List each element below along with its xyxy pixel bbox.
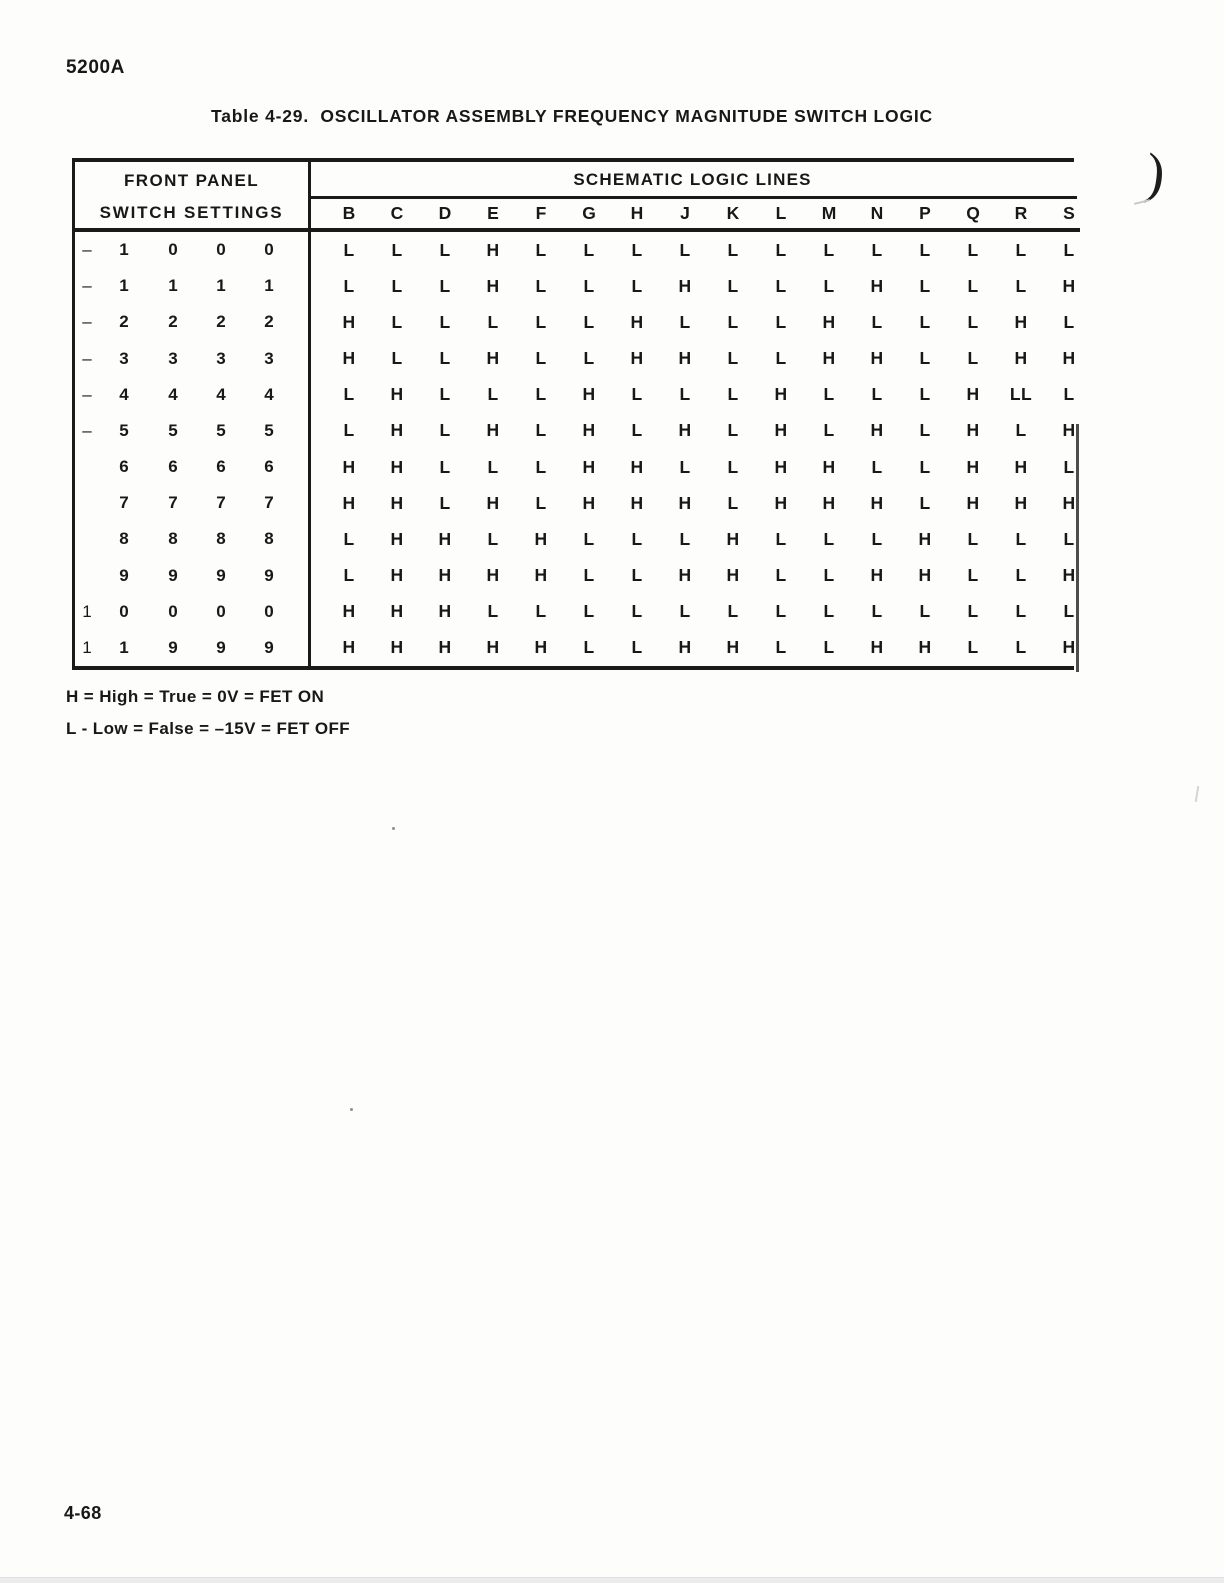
logic-value-cell: L xyxy=(583,239,595,260)
logic-value-cell: H xyxy=(486,275,500,296)
logic-value-cell: L xyxy=(679,311,691,332)
logic-value-cell: L xyxy=(823,275,835,296)
switch-setting-cell: 9 xyxy=(119,565,129,585)
switch-setting-cell: 1 xyxy=(168,276,178,296)
logic-value-cell: H xyxy=(390,565,404,586)
logic-value-cell: L xyxy=(871,601,883,622)
logic-value-cell: H xyxy=(966,420,980,441)
logic-value-cell: H xyxy=(678,348,692,369)
switch-setting-cell: 0 xyxy=(168,601,178,621)
logic-value-cell: L xyxy=(1063,456,1075,477)
switch-setting-cell: 1 xyxy=(216,276,226,296)
switch-setting-cell: 2 xyxy=(119,312,129,332)
logic-value-cell: L xyxy=(583,565,595,586)
logic-value-cell: L xyxy=(727,384,739,405)
logic-value-cell: L xyxy=(919,239,931,260)
logic-value-cell: L xyxy=(967,601,979,622)
logic-value-cell: L xyxy=(919,456,931,477)
logic-value-cell: L xyxy=(1063,311,1075,332)
logic-value-cell: H xyxy=(678,637,692,658)
switch-setting-cell: 2 xyxy=(264,312,274,332)
switch-setting-cell: 1 xyxy=(82,637,92,657)
table-row xyxy=(75,521,1074,557)
partial-right-border xyxy=(1076,424,1079,672)
switch-setting-cell: 7 xyxy=(168,493,178,513)
logic-column-header: M xyxy=(821,202,837,223)
logic-value-cell: H xyxy=(534,637,548,658)
logic-value-cell: H xyxy=(1014,311,1028,332)
switch-setting-cell: 7 xyxy=(264,493,274,513)
logic-value-cell: H xyxy=(438,601,452,622)
switch-setting-cell: 9 xyxy=(168,565,178,585)
switch-setting-cell: 5 xyxy=(264,420,274,440)
table-row xyxy=(75,268,1074,304)
logic-value-cell: H xyxy=(342,492,356,513)
logic-value-cell: L xyxy=(1015,420,1027,441)
logic-value-cell: L xyxy=(775,528,787,549)
logic-value-cell: L xyxy=(631,420,643,441)
logic-value-cell: L xyxy=(679,528,691,549)
switch-setting-cell: – xyxy=(82,276,92,296)
switch-setting-cell: 0 xyxy=(264,601,274,621)
logic-column-header: P xyxy=(919,202,931,223)
switch-setting-cell: 8 xyxy=(119,529,129,549)
logic-value-cell: H xyxy=(342,637,356,658)
logic-value-cell: L xyxy=(631,637,643,658)
logic-value-cell: H xyxy=(1062,565,1076,586)
switch-setting-cell: 2 xyxy=(168,312,178,332)
logic-value-cell: L xyxy=(535,275,547,296)
switch-setting-cell: 4 xyxy=(119,384,129,404)
logic-value-cell: H xyxy=(870,492,884,513)
logic-value-cell: L xyxy=(1015,239,1027,260)
logic-column-header: R xyxy=(1014,202,1028,223)
logic-column-header: B xyxy=(342,202,356,223)
logic-value-cell: H xyxy=(822,311,836,332)
logic-value-cell: H xyxy=(486,239,500,260)
logic-value-cell: L xyxy=(1063,528,1075,549)
switch-setting-cell: 0 xyxy=(168,240,178,260)
logic-value-cell: H xyxy=(822,348,836,369)
logic-value-cell: L xyxy=(1015,637,1027,658)
switch-setting-cell: 9 xyxy=(168,637,178,657)
logic-value-cell: H xyxy=(726,528,740,549)
logic-value-cell: H xyxy=(1014,456,1028,477)
table-row xyxy=(75,413,1074,449)
logic-column-header: D xyxy=(438,202,452,223)
logic-value-cell: L xyxy=(727,601,739,622)
table-row xyxy=(75,377,1074,413)
logic-value-cell: L xyxy=(583,601,595,622)
logic-value-cell: L xyxy=(583,275,595,296)
logic-value-cell: L xyxy=(535,420,547,441)
switch-setting-cell: 0 xyxy=(119,601,129,621)
table-body xyxy=(75,232,1074,666)
logic-value-cell: L xyxy=(439,420,451,441)
logic-value-cell: L xyxy=(775,275,787,296)
switch-setting-cell: – xyxy=(82,384,92,404)
logic-value-cell: H xyxy=(726,637,740,658)
front-panel-header-line2: SWITCH SETTINGS xyxy=(99,203,284,222)
switch-setting-cell: 1 xyxy=(264,276,274,296)
logic-value-cell: H xyxy=(966,384,980,405)
logic-value-cell: H xyxy=(390,528,404,549)
logic-value-cell: H xyxy=(630,348,644,369)
switch-setting-cell: 8 xyxy=(264,529,274,549)
switch-setting-cell: 8 xyxy=(168,529,178,549)
logic-value-cell: H xyxy=(678,565,692,586)
switch-setting-cell: 4 xyxy=(168,384,178,404)
logic-value-cell: L xyxy=(535,348,547,369)
logic-value-cell: L xyxy=(631,239,643,260)
switch-setting-cell: 3 xyxy=(264,348,274,368)
switch-setting-cell: 5 xyxy=(168,420,178,440)
logic-value-cell: H xyxy=(582,420,596,441)
logic-value-cell: L xyxy=(823,528,835,549)
logic-value-cell: L xyxy=(535,384,547,405)
logic-value-cell: H xyxy=(870,420,884,441)
logic-value-cell: H xyxy=(774,420,788,441)
header-divider-line xyxy=(311,196,1077,199)
logic-value-cell: L xyxy=(1063,601,1075,622)
logic-value-cell: L xyxy=(967,348,979,369)
logic-value-cell: L xyxy=(535,601,547,622)
logic-value-cell: L xyxy=(487,601,499,622)
switch-setting-cell: 9 xyxy=(216,637,226,657)
switch-setting-cell: 3 xyxy=(168,348,178,368)
logic-value-cell: L xyxy=(679,384,691,405)
logic-value-cell: H xyxy=(342,348,356,369)
logic-value-cell: H xyxy=(438,528,452,549)
logic-value-cell: H xyxy=(966,492,980,513)
logic-table xyxy=(72,158,1074,670)
logic-value-cell: H xyxy=(486,637,500,658)
logic-value-cell: H xyxy=(630,492,644,513)
logic-value-cell: H xyxy=(678,275,692,296)
logic-value-cell: L xyxy=(439,311,451,332)
logic-value-cell: L xyxy=(391,311,403,332)
logic-value-cell: H xyxy=(438,637,452,658)
logic-value-cell: L xyxy=(487,311,499,332)
logic-value-cell: L xyxy=(727,348,739,369)
switch-setting-cell: 3 xyxy=(216,348,226,368)
switch-setting-cell: – xyxy=(82,420,92,440)
logic-value-cell: H xyxy=(774,456,788,477)
logic-value-cell: H xyxy=(486,420,500,441)
logic-value-cell: L xyxy=(727,420,739,441)
logic-value-cell: H xyxy=(1014,348,1028,369)
logic-value-cell: L xyxy=(487,528,499,549)
logic-value-cell: H xyxy=(870,565,884,586)
switch-setting-cell: 0 xyxy=(216,240,226,260)
logic-value-cell: H xyxy=(438,565,452,586)
switch-setting-cell: 8 xyxy=(216,529,226,549)
logic-value-cell: H xyxy=(1014,492,1028,513)
logic-value-cell: H xyxy=(390,384,404,405)
logic-value-cell: H xyxy=(822,456,836,477)
logic-value-cell: L xyxy=(343,384,355,405)
logic-column-header: C xyxy=(390,202,404,223)
logic-value-cell: L xyxy=(919,492,931,513)
logic-value-cell: L xyxy=(919,348,931,369)
logic-value-cell: L xyxy=(967,565,979,586)
logic-value-cell: L xyxy=(631,528,643,549)
switch-setting-cell: 1 xyxy=(119,240,129,260)
table-row xyxy=(75,485,1074,521)
logic-column-header: J xyxy=(680,202,690,223)
logic-value-cell: H xyxy=(870,275,884,296)
logic-value-cell: H xyxy=(678,420,692,441)
switch-setting-cell: 2 xyxy=(216,312,226,332)
logic-value-cell: H xyxy=(390,492,404,513)
logic-value-cell: H xyxy=(918,528,932,549)
switch-setting-cell: 4 xyxy=(264,384,274,404)
logic-value-cell: L xyxy=(679,456,691,477)
table-row xyxy=(75,304,1074,340)
switch-setting-cell: 9 xyxy=(264,637,274,657)
logic-value-cell: L xyxy=(823,601,835,622)
logic-value-cell: L xyxy=(967,275,979,296)
logic-value-cell: L xyxy=(967,239,979,260)
logic-value-cell: H xyxy=(390,637,404,658)
logic-value-cell: H xyxy=(534,528,548,549)
logic-value-cell: H xyxy=(486,492,500,513)
table-row xyxy=(75,341,1074,377)
logic-value-cell: L xyxy=(775,637,787,658)
logic-value-cell: L xyxy=(391,275,403,296)
logic-value-cell: H xyxy=(870,348,884,369)
logic-value-cell: L xyxy=(775,311,787,332)
logic-value-cell: L xyxy=(1015,275,1027,296)
logic-value-cell: L xyxy=(631,565,643,586)
logic-value-cell: L xyxy=(1015,528,1027,549)
logic-column-header: G xyxy=(582,202,596,223)
logic-value-cell: H xyxy=(870,637,884,658)
logic-value-cell: H xyxy=(390,456,404,477)
logic-column-header-row xyxy=(75,200,1224,226)
switch-setting-cell: 1 xyxy=(82,601,92,621)
logic-value-cell: L xyxy=(343,275,355,296)
logic-value-cell: H xyxy=(582,384,596,405)
switch-setting-cell: – xyxy=(82,348,92,368)
switch-setting-cell: 6 xyxy=(264,457,274,477)
logic-value-cell: L xyxy=(823,637,835,658)
logic-value-cell: L xyxy=(823,420,835,441)
logic-value-cell: L xyxy=(1015,601,1027,622)
logic-column-header: L xyxy=(775,202,787,223)
logic-value-cell: L xyxy=(439,348,451,369)
logic-value-cell: L xyxy=(343,528,355,549)
logic-value-cell: H xyxy=(342,456,356,477)
logic-value-cell: H xyxy=(774,384,788,405)
logic-value-cell: L xyxy=(439,384,451,405)
switch-setting-cell: 4 xyxy=(216,384,226,404)
logic-value-cell: L xyxy=(535,456,547,477)
switch-setting-cell: 1 xyxy=(119,276,129,296)
switch-setting-cell: 7 xyxy=(216,493,226,513)
logic-value-cell: L xyxy=(631,601,643,622)
switch-setting-cell: 9 xyxy=(216,565,226,585)
logic-value-cell: L xyxy=(487,456,499,477)
logic-value-cell: L xyxy=(343,420,355,441)
front-panel-header-line1: FRONT PANEL xyxy=(123,171,260,190)
logic-value-cell: H xyxy=(1062,275,1076,296)
switch-setting-cell: 6 xyxy=(119,457,129,477)
logic-value-cell: L xyxy=(871,311,883,332)
logic-column-header: N xyxy=(870,202,884,223)
logic-value-cell: L xyxy=(727,456,739,477)
table-row xyxy=(75,630,1074,666)
schematic-logic-lines-header: SCHEMATIC LOGIC LINES xyxy=(573,170,812,189)
logic-value-cell: H xyxy=(630,311,644,332)
logic-value-cell: H xyxy=(390,420,404,441)
logic-value-cell: L xyxy=(583,637,595,658)
logic-value-cell: H xyxy=(390,601,404,622)
logic-value-cell: L xyxy=(535,311,547,332)
logic-value-cell: H xyxy=(918,565,932,586)
logic-value-cell: L xyxy=(631,384,643,405)
footnote-low: L - Low = False = –15V = FET OFF xyxy=(66,719,351,738)
logic-value-cell: L xyxy=(583,311,595,332)
logic-column-header: H xyxy=(630,202,644,223)
logic-value-cell: L xyxy=(823,565,835,586)
logic-value-cell: L xyxy=(919,601,931,622)
logic-value-cell: H xyxy=(918,637,932,658)
logic-value-cell: L xyxy=(871,384,883,405)
logic-value-cell: L xyxy=(343,239,355,260)
logic-column-header: S xyxy=(1063,202,1075,223)
switch-setting-cell: – xyxy=(82,240,92,260)
logic-value-cell: H xyxy=(342,311,356,332)
logic-value-cell: L xyxy=(823,384,835,405)
logic-value-cell: L xyxy=(679,601,691,622)
logic-value-cell: L xyxy=(727,492,739,513)
logic-value-cell: L xyxy=(775,601,787,622)
switch-setting-cell: 5 xyxy=(216,420,226,440)
switch-setting-cell: – xyxy=(82,312,92,332)
logic-value-cell: H xyxy=(630,456,644,477)
logic-value-cell: H xyxy=(1062,420,1076,441)
logic-value-cell: L xyxy=(967,311,979,332)
logic-value-cell: H xyxy=(726,565,740,586)
scan-edge-band xyxy=(0,1577,1224,1583)
switch-setting-cell: 6 xyxy=(168,457,178,477)
logic-value-cell: L xyxy=(919,275,931,296)
logic-value-cell: L xyxy=(919,420,931,441)
switch-setting-cell: 0 xyxy=(264,240,274,260)
logic-value-cell: H xyxy=(822,492,836,513)
logic-value-cell: L xyxy=(727,275,739,296)
logic-value-cell: H xyxy=(1062,492,1076,513)
logic-value-cell: L xyxy=(727,239,739,260)
logic-column-header: Q xyxy=(966,202,980,223)
logic-value-cell: L xyxy=(919,311,931,332)
logic-value-cell: L xyxy=(439,492,451,513)
logic-value-cell: H xyxy=(582,492,596,513)
logic-value-cell: L xyxy=(775,565,787,586)
table-row xyxy=(75,449,1074,485)
table-row xyxy=(75,232,1074,268)
logic-value-cell: H xyxy=(678,492,692,513)
switch-setting-cell: 6 xyxy=(216,457,226,477)
logic-value-cell: H xyxy=(342,601,356,622)
switch-setting-cell: 0 xyxy=(216,601,226,621)
switch-setting-cell: 9 xyxy=(264,565,274,585)
logic-value-cell: H xyxy=(582,456,596,477)
switch-setting-cell: 5 xyxy=(119,420,129,440)
logic-column-header: F xyxy=(535,202,547,223)
logic-value-cell: H xyxy=(1062,348,1076,369)
logic-value-cell: L xyxy=(439,456,451,477)
scan-squiggle-artifact xyxy=(1195,786,1199,802)
logic-value-cell: L xyxy=(535,492,547,513)
logic-value-cell: H xyxy=(966,456,980,477)
logic-value-cell: L xyxy=(1063,239,1075,260)
model-number: 5200A xyxy=(66,57,125,78)
paren-scan-mark: ) xyxy=(1142,142,1169,206)
logic-value-cell: L xyxy=(967,637,979,658)
logic-value-cell: L xyxy=(967,528,979,549)
logic-value-cell: L xyxy=(439,275,451,296)
logic-value-cell: L xyxy=(583,528,595,549)
logic-value-cell: L xyxy=(1015,565,1027,586)
logic-value-cell: L xyxy=(871,528,883,549)
logic-value-cell: L xyxy=(535,239,547,260)
footnote-high: H = High = True = 0V = FET ON xyxy=(66,687,325,706)
logic-value-cell: L xyxy=(391,348,403,369)
logic-value-cell: L xyxy=(775,348,787,369)
logic-value-cell: H xyxy=(486,565,500,586)
logic-value-cell: H xyxy=(486,348,500,369)
switch-setting-cell: 3 xyxy=(119,348,129,368)
logic-value-cell: L xyxy=(391,239,403,260)
logic-value-cell: L xyxy=(727,311,739,332)
logic-value-cell: L xyxy=(583,348,595,369)
logic-value-cell: L xyxy=(871,456,883,477)
logic-value-cell: L xyxy=(1063,384,1075,405)
scan-speck xyxy=(392,827,395,830)
logic-value-cell: L xyxy=(439,239,451,260)
logic-column-header: K xyxy=(726,202,740,223)
table-title: Table 4-29. OSCILLATOR ASSEMBLY FREQUENCY MAGNITUDE SWITCH LOGIC xyxy=(211,106,933,126)
logic-value-cell: L xyxy=(631,275,643,296)
scan-speck xyxy=(350,1108,353,1111)
logic-value-cell: LL xyxy=(1009,384,1033,405)
logic-value-cell: H xyxy=(1062,637,1076,658)
table-row xyxy=(75,558,1074,594)
logic-value-cell: L xyxy=(343,565,355,586)
logic-column-header: E xyxy=(487,202,499,223)
logic-value-cell: L xyxy=(871,239,883,260)
logic-value-cell: L xyxy=(775,239,787,260)
switch-setting-cell: 1 xyxy=(119,637,129,657)
page-number: 4-68 xyxy=(64,1503,102,1523)
logic-value-cell: L xyxy=(823,239,835,260)
switch-setting-cell: 7 xyxy=(119,493,129,513)
logic-value-cell: H xyxy=(534,565,548,586)
table-row xyxy=(75,594,1074,630)
logic-value-cell: L xyxy=(487,384,499,405)
logic-value-cell: L xyxy=(679,239,691,260)
logic-value-cell: H xyxy=(774,492,788,513)
logic-value-cell: L xyxy=(919,384,931,405)
